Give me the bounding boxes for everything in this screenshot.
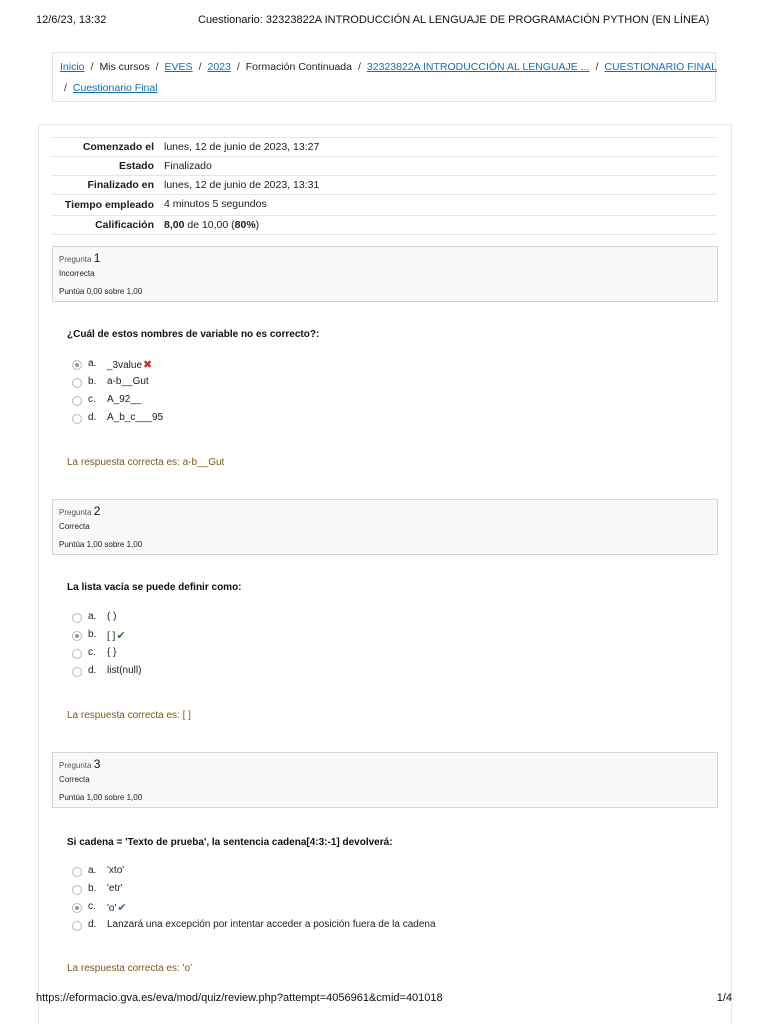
correct-check-icon: ✔ — [117, 902, 127, 914]
breadcrumb-formacion: Formación Continuada — [245, 61, 352, 73]
summary-value: lunes, 12 de junio de 2023, 13:27 — [156, 138, 716, 157]
option-letter: a. — [88, 358, 97, 369]
option-letter: b. — [88, 629, 97, 640]
option-text: Lanzará una excepción por intentar acceder a posición fuera de la cadena — [107, 919, 436, 930]
question-number-value: 1 — [93, 251, 101, 265]
question-info-2 — [52, 499, 718, 555]
print-date: 12/6/23, 13:32 — [36, 14, 107, 26]
grade-percent: 80% — [234, 219, 256, 231]
breadcrumb-link-course[interactable]: 32323822A INTRODUCCIÓN AL LENGUAJE ... — [366, 61, 590, 73]
breadcrumb-link-inicio[interactable]: Inicio — [60, 61, 85, 73]
summary-label: Comenzado el — [52, 138, 156, 157]
radio-button[interactable] — [72, 921, 82, 931]
option-text: A_92__ — [107, 394, 142, 405]
option-letter: a. — [88, 865, 97, 876]
breadcrumb-link-year[interactable]: 2023 — [207, 61, 231, 73]
radio-button[interactable] — [72, 396, 82, 406]
radio-button[interactable] — [72, 667, 82, 677]
option-text: 'xto' — [107, 865, 125, 876]
question-state: Correcta — [59, 775, 90, 784]
summary-value: lunes, 12 de junio de 2023, 13:31 — [156, 176, 716, 195]
breadcrumb-separator: / — [236, 61, 240, 73]
radio-button[interactable] — [72, 613, 82, 623]
option-letter: c. — [88, 394, 96, 405]
option-text: _3value — [107, 360, 143, 371]
radio-button[interactable] — [72, 649, 82, 659]
radio-button[interactable] — [72, 414, 82, 424]
print-header — [36, 14, 732, 30]
grade-max: de 10,00 ( — [184, 219, 235, 231]
option-text-wrap — [107, 358, 152, 371]
breadcrumb-separator: / — [358, 61, 361, 73]
question-grade: Puntúa 1,00 sobre 1,00 — [59, 540, 143, 549]
summary-row-started — [52, 138, 716, 157]
option-text-wrap — [107, 901, 127, 914]
summary-value: 4 minutos 5 segundos — [156, 195, 716, 216]
question-state: Correcta — [59, 522, 90, 531]
breadcrumb-separator: / — [155, 61, 159, 73]
question-grade: Puntúa 1,00 sobre 1,00 — [59, 793, 143, 802]
summary-row-grade — [52, 216, 716, 235]
breadcrumb-link-cuestionario-final-section[interactable]: CUESTIONARIO FINAL — [604, 61, 717, 73]
question-number — [59, 757, 100, 771]
summary-label: Calificación — [52, 216, 156, 235]
radio-button[interactable] — [72, 378, 82, 388]
summary-label: Finalizado en — [52, 176, 156, 195]
radio-button[interactable] — [72, 360, 82, 370]
option-letter: d. — [88, 412, 97, 423]
radio-button[interactable] — [72, 867, 82, 877]
page-url: https://eformacio.gva.es/eva/mod/quiz/review.php?attempt=4056961&cmid=401018 — [36, 992, 443, 1004]
question-number-value: 3 — [93, 757, 101, 771]
question-grade: Puntúa 0,00 sobre 1,00 — [59, 287, 143, 296]
page-number: 1/4 — [716, 992, 732, 1004]
attempt-summary-table — [52, 137, 716, 235]
correct-answer-feedback-3: La respuesta correcta es: 'o' — [67, 963, 192, 974]
question-info-3 — [52, 752, 718, 808]
option-text: list(null) — [107, 665, 142, 676]
correct-answer-feedback-2: La respuesta correcta es: [ ] — [67, 710, 191, 721]
incorrect-icon: ✖ — [143, 359, 153, 371]
print-footer — [36, 992, 732, 1008]
question-label: Pregunta — [59, 508, 92, 517]
option-text: A_b_c___95 — [107, 412, 164, 423]
question-label: Pregunta — [59, 255, 92, 264]
option-letter: a. — [88, 611, 97, 622]
option-text-wrap — [107, 629, 126, 642]
option-text: ( ) — [107, 611, 117, 622]
option-letter: d. — [88, 919, 97, 930]
grade-score: 8,00 — [164, 219, 185, 231]
breadcrumb-mis-cursos: Mis cursos — [99, 61, 150, 73]
option-text: 'etr' — [107, 883, 123, 894]
radio-button[interactable] — [72, 885, 82, 895]
summary-row-time — [52, 195, 716, 216]
breadcrumb-separator: / — [198, 61, 202, 73]
question-info-1 — [52, 246, 718, 302]
question-label: Pregunta — [59, 761, 92, 770]
question-text-1: ¿Cuál de estos nombres de variable no es correcto?: — [67, 329, 320, 340]
option-text: { } — [107, 647, 117, 658]
breadcrumb-separator: / — [64, 82, 67, 94]
option-letter: c. — [88, 901, 96, 912]
option-letter: d. — [88, 665, 97, 676]
breadcrumb — [52, 52, 716, 102]
breadcrumb-link-eves[interactable]: EVES — [164, 61, 193, 73]
summary-value-grade — [156, 216, 716, 235]
document-title: Cuestionario: 32323822A INTRODUCCIÓN AL LENGUAJE DE PROGRAMACIÓN PYTHON (EN LÍNEA) — [198, 14, 710, 26]
question-number — [59, 504, 100, 518]
grade-close: ) — [255, 219, 260, 231]
breadcrumb-separator: / — [90, 61, 94, 73]
summary-row-finished — [52, 176, 716, 195]
option-text: a-b__Gut — [107, 376, 149, 387]
correct-check-icon: ✔ — [116, 630, 126, 642]
option-letter: c. — [88, 647, 96, 658]
option-letter: b. — [88, 883, 97, 894]
radio-button[interactable] — [72, 631, 82, 641]
breadcrumb-link-cuestionario-final[interactable]: Cuestionario Final — [72, 82, 158, 94]
option-text: [ ] — [107, 631, 116, 642]
question-number — [59, 251, 100, 265]
question-text-2: La lista vacía se puede definir como: — [67, 582, 242, 593]
summary-label: Tiempo empleado — [52, 195, 156, 216]
question-text-3: Si cadena = 'Texto de prueba', la sentencia cadena[4:3:-1] devolverá: — [67, 837, 393, 848]
radio-button[interactable] — [72, 903, 82, 913]
summary-value: Finalizado — [156, 157, 716, 176]
option-letter: b. — [88, 376, 97, 387]
summary-label: Estado — [52, 157, 156, 176]
correct-answer-feedback-1: La respuesta correcta es: a-b__Gut — [67, 457, 225, 468]
option-text: 'o' — [107, 903, 117, 914]
breadcrumb-separator: / — [595, 61, 599, 73]
question-state: Incorrecta — [59, 269, 95, 278]
question-number-value: 2 — [93, 504, 101, 518]
summary-row-state — [52, 157, 716, 176]
